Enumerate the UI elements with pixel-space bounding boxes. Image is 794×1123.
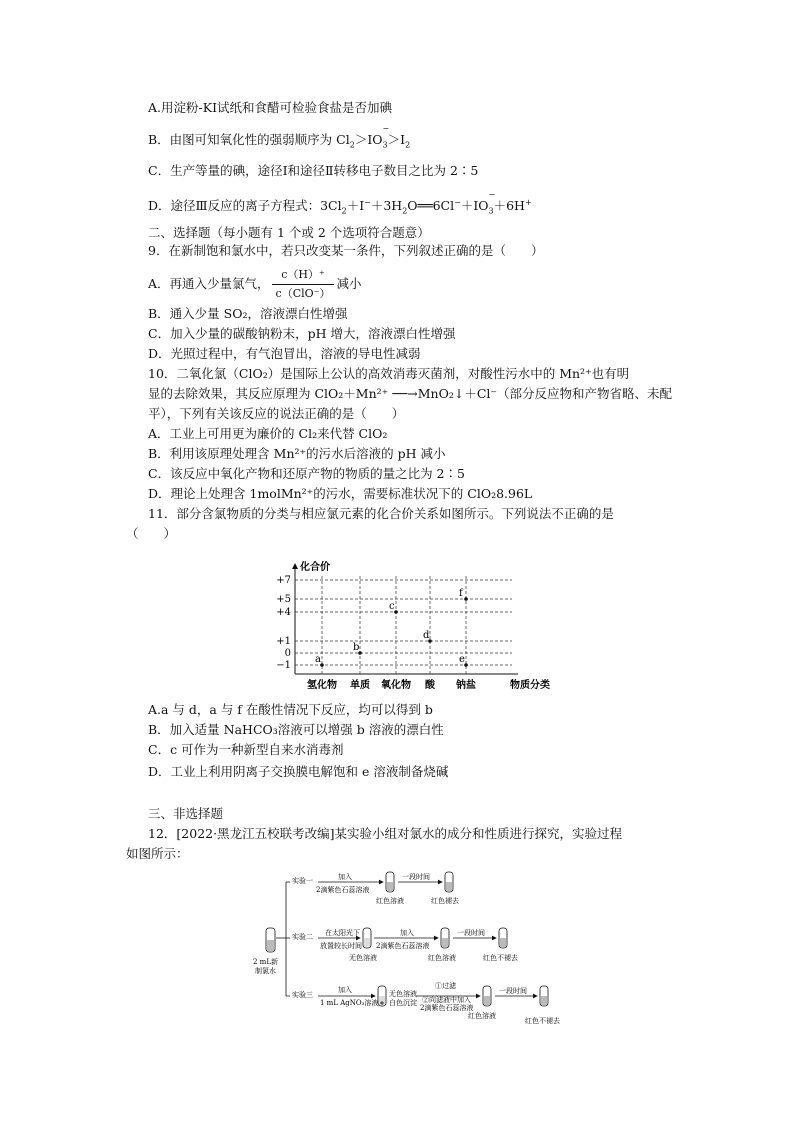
point-label-f: f — [459, 588, 463, 599]
y-tick-label: 0 — [284, 648, 291, 659]
exp3-white-ppt: 白色沉淀 — [389, 999, 417, 1007]
y-tick-label: −1 — [276, 660, 291, 671]
q12-stem-line2: 如图所示： — [126, 846, 189, 861]
exp2-label: 实验二 — [292, 933, 313, 941]
q8-option-a: A.用淀粉-KI试纸和食醋可检验食盐是否加碘 — [148, 100, 393, 115]
point-label-b: b — [353, 642, 360, 653]
exp2-result-3: 红色不褪去 — [483, 954, 518, 962]
exp3-filter-1: ①过滤 — [435, 982, 456, 990]
experiment-flow-diagram — [250, 868, 580, 1028]
valence-chart — [260, 556, 550, 696]
exp3-label: 实验三 — [292, 991, 313, 999]
q11-option-c: C．c 可作为一种新型自来水消毒剂 — [148, 742, 344, 757]
q12-stem-line1: 12．[2022·黑龙江五校联考改编]某实验小组对氯水的成分和性质进行探究，实验过程 — [148, 826, 622, 841]
q10-option-d: D．理论上处理含 1molMn²⁺的污水，需要标准状况下的 ClO₂8.96L — [148, 486, 533, 501]
q11-stem-line2: （ ） — [126, 526, 177, 541]
exp2-tube-2 — [441, 928, 449, 948]
exp1-result-1: 红色溶液 — [376, 897, 404, 905]
point-f — [464, 597, 468, 601]
x-category-label: 钠盐 — [456, 680, 476, 691]
exp2-result-2: 红色溶液 — [428, 954, 456, 962]
exp3-tube-1 — [378, 986, 386, 1006]
section3-heading: 三、非选择题 — [148, 806, 224, 821]
y-tick-label: +1 — [276, 636, 291, 647]
y-tick-label: +4 — [276, 607, 291, 618]
q9-option-d: D．光照过程中，有气泡冒出，溶液的导电性减弱 — [148, 346, 421, 361]
exp3-tube-3 — [540, 986, 548, 1006]
start-label-2: 制氯水 — [255, 967, 276, 975]
exp2-sunlight-2: 放置较长时间 — [320, 942, 362, 950]
x-category-label: 酸 — [425, 680, 435, 691]
point-label-d: d — [423, 630, 430, 641]
exp3-result-1: 红色溶液 — [468, 1012, 496, 1020]
fraction: $\frac{c(H)^+}{\text{c（ClO⁻）}}$ — [272, 266, 335, 303]
section2-heading: 二、选择题（每小题有 1 个或 2 个选项符合题意） — [148, 225, 430, 240]
start-test-tube — [266, 928, 275, 952]
exp2-tube-1 — [363, 928, 371, 948]
q9-option-b: B．通入少量 SO₂，溶液漂白性增强 — [148, 306, 348, 321]
q10-stem-line1: 10．二氧化氯（ClO₂）是国际上公认的高效消毒灭菌剂，对酸性污水中的 Mn²⁺也有明 — [148, 366, 630, 381]
q8-option-b: B．由图可知氧化性的强弱顺序为 $Cl_2>IO_3$ − $>I_2$ — [148, 124, 411, 150]
exp2-add: 加入 — [400, 929, 414, 937]
x-category-label: 氧化物 — [381, 680, 411, 691]
q11-option-b: B．加入适量 NaHCO₃溶液可以增强 b 溶液的漂白性 — [148, 722, 444, 737]
point-c — [394, 610, 398, 614]
q11-stem-line1: 11．部分含氯物质的分类与相应氯元素的化合价关系如图所示。下列说法不正确的是 — [148, 506, 614, 521]
exp3-colorless: 无色溶液 — [389, 990, 417, 998]
exp1-add: 加入 — [338, 873, 352, 881]
x-category-label: 单质 — [350, 680, 370, 691]
exp3-tube-2 — [483, 986, 491, 1006]
exp3-time: 一段时间 — [499, 987, 527, 995]
exp1-tube-1 — [386, 872, 394, 892]
q10-option-a: A．工业上可用更为廉价的 Cl₂来代替 ClO₂ — [148, 426, 388, 441]
exp1-litmus: 2滴紫色石蕊溶液 — [316, 886, 370, 894]
q8-option-c: C．生产等量的碘，途径Ⅰ和途径Ⅱ转移电子数目之比为 2∶5 — [148, 163, 479, 178]
exp1-tube-2 — [445, 872, 453, 892]
q9-stem: 9．在新制饱和氯水中，若只改变某一条件，下列叙述正确的是（ ） — [148, 243, 544, 258]
y-axis-label: 化合价 — [300, 562, 330, 573]
exp3-result-2: 红色不褪去 — [525, 1017, 560, 1025]
exp2-litmus: 2滴紫色石蕊溶液 — [376, 942, 430, 950]
q9-option-c: C．加入少量的碳酸钠粉末，pH 增大，溶液漂白性增强 — [148, 326, 456, 341]
exp1-label: 实验一 — [292, 877, 313, 885]
exp1-result-2: 红色褪去 — [431, 897, 459, 905]
exp2-tube-3 — [499, 928, 507, 948]
exp2-result-1: 无色溶液 — [349, 954, 377, 962]
q11-option-a: A.a 与 d，a 与 f 在酸性情况下反应，均可以得到 b — [148, 702, 433, 717]
start-label-1: 2 mL新 — [253, 958, 278, 966]
q10-stem-line2: 显的去除效果，其反应原理为 ClO₂＋Mn²⁺ ──→MnO₂↓＋Cl⁻（部分反应物和产物省略、未配 — [148, 386, 672, 401]
q10-option-c: C．该反应中氧化产物和还原产物的物质的量之比为 2∶5 — [148, 466, 465, 481]
exp3-agno3: 1 mL AgNO₃溶液 — [320, 999, 379, 1007]
y-tick-label: +7 — [276, 575, 291, 586]
point-label-e: e — [459, 654, 465, 665]
y-tick-label: +5 — [276, 594, 291, 605]
q10-option-b: B．利用该原理处理含 Mn²⁺的污水后溶液的 pH 减小 — [148, 446, 446, 461]
x-axis-label: 物质分类 — [510, 680, 550, 691]
x-category-label: 氢化物 — [307, 680, 337, 691]
exp1-time: 一段时间 — [402, 873, 430, 881]
exp3-add: 加入 — [338, 986, 352, 994]
point-label-a: a — [315, 654, 321, 665]
exp2-time: 一段时间 — [457, 929, 485, 937]
point-label-c: c — [389, 601, 395, 612]
exp3-filter-2: ②向滤液中加入 — [422, 996, 471, 1004]
exp2-sunlight-1: 在太阳光下 — [325, 929, 360, 937]
q10-stem-line3: 平），下列有关该反应的说法正确的是（ ） — [148, 406, 405, 421]
q8-option-d: D．途径Ⅲ反应的离子方程式：$3Cl_2+I^-+3H_2O══6Cl^-+IO_3$ − ＋6H+ — [148, 190, 532, 216]
q11-option-d: D．工业上利用阴离子交换膜电解饱和 e 溶液制备烧碱 — [148, 764, 449, 779]
exp3-filter-3: 2滴紫色石蕊溶液 — [420, 1004, 474, 1012]
q9-option-a: A．再通入少量氯气， $\frac{c(H)^+}{\text{c（ClO⁻）}}$ 减小 — [148, 266, 361, 302]
